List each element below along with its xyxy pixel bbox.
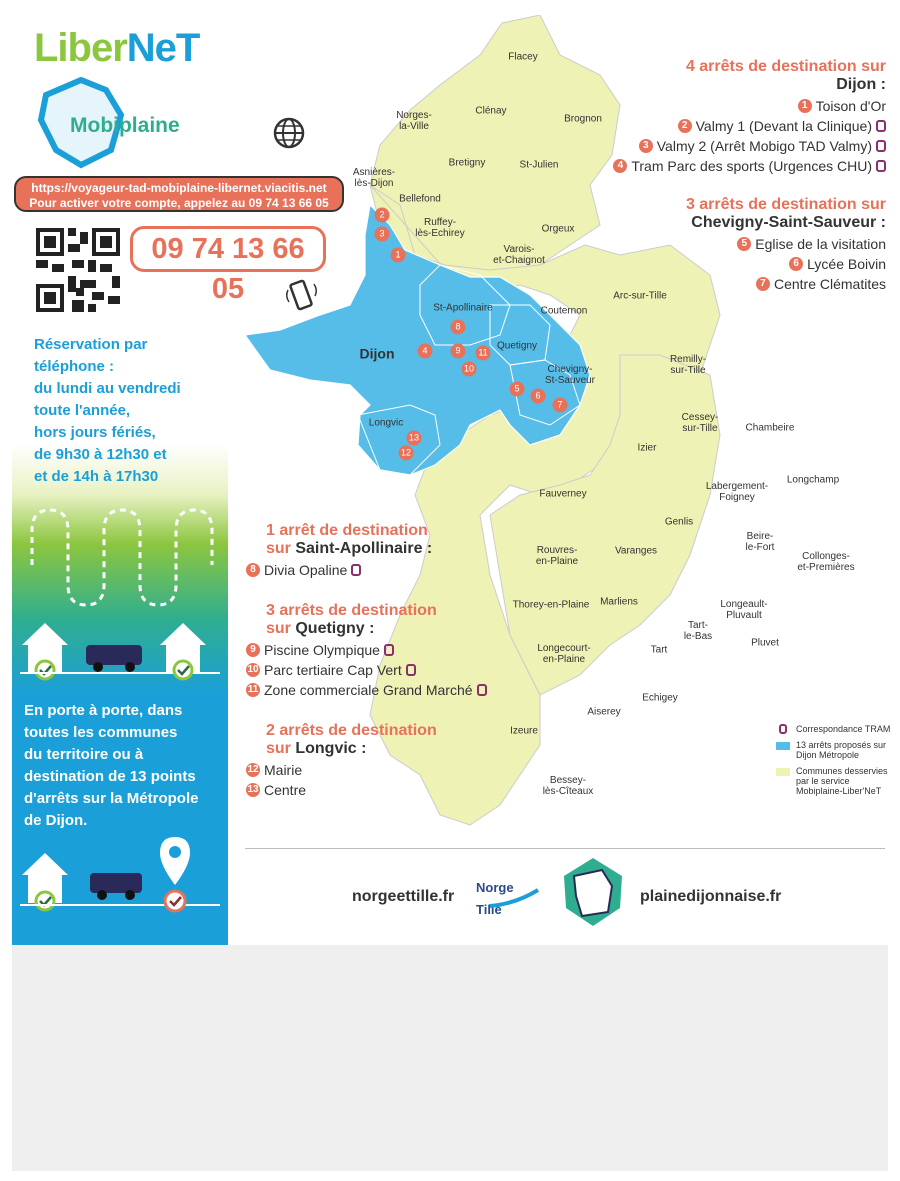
dijon-stops: 4 arrêts de destination sur Dijon : 1 Toison d'Or 2 Valmy 1 (Devant la Clinique) 3 Valmy 2 (Arrêt Mobigo TAD Valmy) 4 Tram Parc des sports (Urgences CHU): [613, 58, 886, 174]
map-stop-marker: 6: [531, 389, 546, 404]
stop-label: Valmy 2 (Arrêt Mobigo TAD Valmy): [656, 138, 872, 154]
stop-label: Tram Parc des sports (Urgences CHU): [631, 158, 872, 174]
plainedijonnaise-link[interactable]: plainedijonnaise.fr: [640, 888, 782, 905]
commune-label: Flacey: [508, 51, 538, 63]
commune-label: Couternon: [540, 305, 588, 317]
stop-number-badge: 12: [247, 764, 259, 775]
commune-label: Pluvet: [751, 637, 779, 649]
tram-icon: [876, 120, 886, 132]
map-stop-marker: 7: [553, 398, 568, 413]
commune-label: Remilly- sur-Tille: [669, 354, 707, 376]
libernet-logo: LiberNeT: [34, 26, 200, 70]
stop-number-badge: 10: [247, 664, 259, 675]
stop-label: Lycée Boivin: [807, 256, 886, 272]
commune-label: Tart- le-Bas: [683, 620, 713, 642]
commune-label: Asnières- lès-Dijon: [352, 167, 396, 189]
commune-label: Cessey- sur-Tille: [681, 412, 719, 434]
destination-illustration: [20, 835, 220, 925]
stop-number-badge: 13: [247, 784, 259, 795]
stop-item: [246, 782, 437, 798]
quetigny-stops: 3 arrêts de destination sur Quetigny : 9 Piscine Olympique 10 Parc tertiaire Cap Vert 11 Zone commerciale Grand Marché: [246, 602, 487, 698]
footer-divider: [245, 848, 885, 849]
commune-label: Chevigny- St-Sauveur: [544, 364, 596, 386]
map-stop-marker: 1: [391, 248, 406, 263]
stop-item: [613, 158, 886, 174]
commune-label: Longvic: [368, 417, 404, 429]
tram-icon: [876, 140, 886, 152]
stop-label: Divia Opaline: [264, 562, 348, 578]
stop-label: Centre: [264, 782, 307, 798]
stop-item: [613, 138, 886, 154]
map-stop-marker: 10: [462, 362, 477, 377]
commune-label: Bretigny: [448, 157, 486, 169]
stop-label: Zone commerciale Grand Marché: [264, 682, 473, 698]
commune-label: Quetigny: [496, 340, 538, 352]
location-pin-icon: [160, 837, 190, 885]
stop-item: [246, 682, 487, 698]
stop-number-badge: 6: [789, 257, 803, 271]
stop-item: [686, 256, 886, 272]
map-stop-marker: 9: [451, 344, 466, 359]
longvic-stops: 2 arrêts de destination sur Longvic : 12 Mairie 13 Centre: [247, 722, 437, 798]
stop-label: Valmy 1 (Devant la Clinique): [695, 118, 872, 134]
commune-label: Arc-sur-Tille: [613, 290, 667, 302]
stop-label: Parc tertiaire Cap Vert: [264, 662, 402, 678]
map-stop-marker: 2: [375, 208, 390, 223]
stop-item: [613, 118, 886, 134]
tram-icon: [384, 644, 394, 656]
commune-label: Longchamp: [786, 474, 840, 486]
qr-code-icon[interactable]: [36, 228, 120, 312]
commune-label: Dijon: [359, 345, 395, 362]
door-to-door-info: En porte à porte, dans toutes les communes du territoire ou à destination de 13 points d'arrêts sur la Métropole de Dijon.: [24, 702, 199, 829]
tram-icon: [351, 564, 361, 576]
norgeettille-link[interactable]: norgeettille.fr: [352, 888, 455, 905]
commune-label: Varanges: [614, 545, 658, 557]
stop-number-badge: 4: [613, 159, 627, 173]
tram-icon: [876, 160, 886, 172]
stop-number-badge: 2: [678, 119, 692, 133]
route-illustration: [20, 505, 220, 695]
commune-label: Rouvres- en-Plaine: [535, 545, 579, 567]
stop-item: [246, 642, 487, 658]
norge-tille-logo: Norge Tille: [470, 866, 540, 922]
website-url[interactable]: https://voyageur-tad-mobiplaine-libernet.viacitis.net: [31, 181, 327, 195]
commune-label: Chambeire: [745, 422, 795, 434]
map-stop-marker: 11: [476, 346, 491, 361]
commune-label: Beire- le-Fort: [745, 531, 775, 553]
chevigny-stops: 3 arrêts de destination sur Chevigny-Saint-Sauveur : 5 Eglise de la visitation 6 Lycée Boivin 7 Centre Clématites: [685, 196, 886, 292]
reservation-info: Réservation par téléphone : du lundi au vendredi toute l'année, hors jours fériés, de 9h30 à 12h30 et et de 14h à 17h30: [34, 336, 181, 485]
map-legend: Correspondance TRAM 13 arrêts proposés sur Dijon Métropole Communes desservies par le service Mobiplaine-Liber'NeT: [776, 724, 896, 802]
stop-number-badge: 9: [246, 643, 260, 657]
mobiplaine-logo-text: Mobiplaine: [70, 114, 180, 137]
tram-icon: [477, 684, 487, 696]
commune-label: St-Julien: [519, 159, 559, 171]
commune-label: Orgeux: [541, 223, 575, 235]
commune-label: Collonges- et-Premières: [797, 551, 855, 573]
stop-item: [686, 236, 886, 252]
commune-label: Tart: [650, 644, 668, 656]
commune-label: Bessey- lès-Cîteaux: [542, 775, 594, 797]
blank-lower-area: [12, 945, 888, 1171]
stop-number-badge: 3: [639, 139, 653, 153]
map-stop-marker: 5: [510, 382, 525, 397]
map-stop-marker: 12: [399, 446, 414, 461]
stop-number-badge: 5: [737, 237, 751, 251]
map-stop-marker: 4: [418, 344, 433, 359]
blue-swatch: [776, 742, 790, 750]
commune-label: Varois- et-Chaignot: [493, 244, 545, 266]
commune-label: Echigey: [642, 692, 678, 704]
activate-text: Pour activer votre compte, appelez au 09 74 13 66 05: [29, 196, 329, 210]
stop-number-badge: 11: [247, 684, 259, 695]
commune-label: Longecourt- en-Plaine: [537, 643, 591, 665]
commune-label: Longeault- Pluvault: [720, 599, 768, 621]
stop-label: Centre Clématites: [773, 276, 886, 292]
commune-label: Labergement- Foigney: [705, 481, 769, 503]
commune-label: Marliens: [600, 596, 638, 608]
stop-item: [613, 98, 886, 114]
stop-label: Eglise de la visitation: [755, 236, 886, 252]
map-stop-marker: 8: [451, 320, 466, 335]
stop-number-badge: 7: [756, 277, 770, 291]
stop-label: Mairie: [264, 762, 303, 778]
plaine-dijonnaise-logo: [562, 856, 624, 928]
stop-item: [246, 662, 487, 678]
apollinaire-stops: 1 arrêt de destination sur Saint-Apollinaire : 8 Divia Opaline: [246, 522, 432, 578]
stop-number-badge: 1: [798, 99, 812, 113]
commune-label: Fauverney: [539, 488, 587, 500]
commune-label: Genlis: [664, 516, 694, 528]
yellow-swatch: [776, 768, 790, 776]
stop-item: [686, 276, 886, 292]
commune-label: Clénay: [475, 105, 507, 117]
phone-number[interactable]: 09 74 13 66 05: [130, 226, 326, 272]
stop-label: Toison d'Or: [815, 98, 886, 114]
commune-label: Brognon: [564, 113, 602, 125]
tram-icon: [779, 724, 787, 734]
commune-label: Bellefond: [399, 193, 441, 205]
commune-label: St-Apollinaire: [433, 302, 493, 314]
commune-label: Aiserey: [587, 706, 621, 718]
stop-item: [246, 562, 432, 578]
tram-icon: [406, 664, 416, 676]
commune-label: Izier: [637, 442, 657, 454]
commune-label: Norges- la-Ville: [396, 110, 432, 132]
stop-label: Piscine Olympique: [264, 642, 380, 658]
stop-item: [246, 762, 437, 778]
commune-label: Thorey-en-Plaine: [512, 599, 590, 611]
map-stop-marker: 3: [375, 227, 390, 242]
commune-label: Ruffey- lès-Echirey: [415, 217, 465, 239]
map-stop-marker: 13: [407, 431, 422, 446]
stop-number-badge: 8: [246, 563, 260, 577]
commune-label: Izeure: [510, 725, 538, 737]
